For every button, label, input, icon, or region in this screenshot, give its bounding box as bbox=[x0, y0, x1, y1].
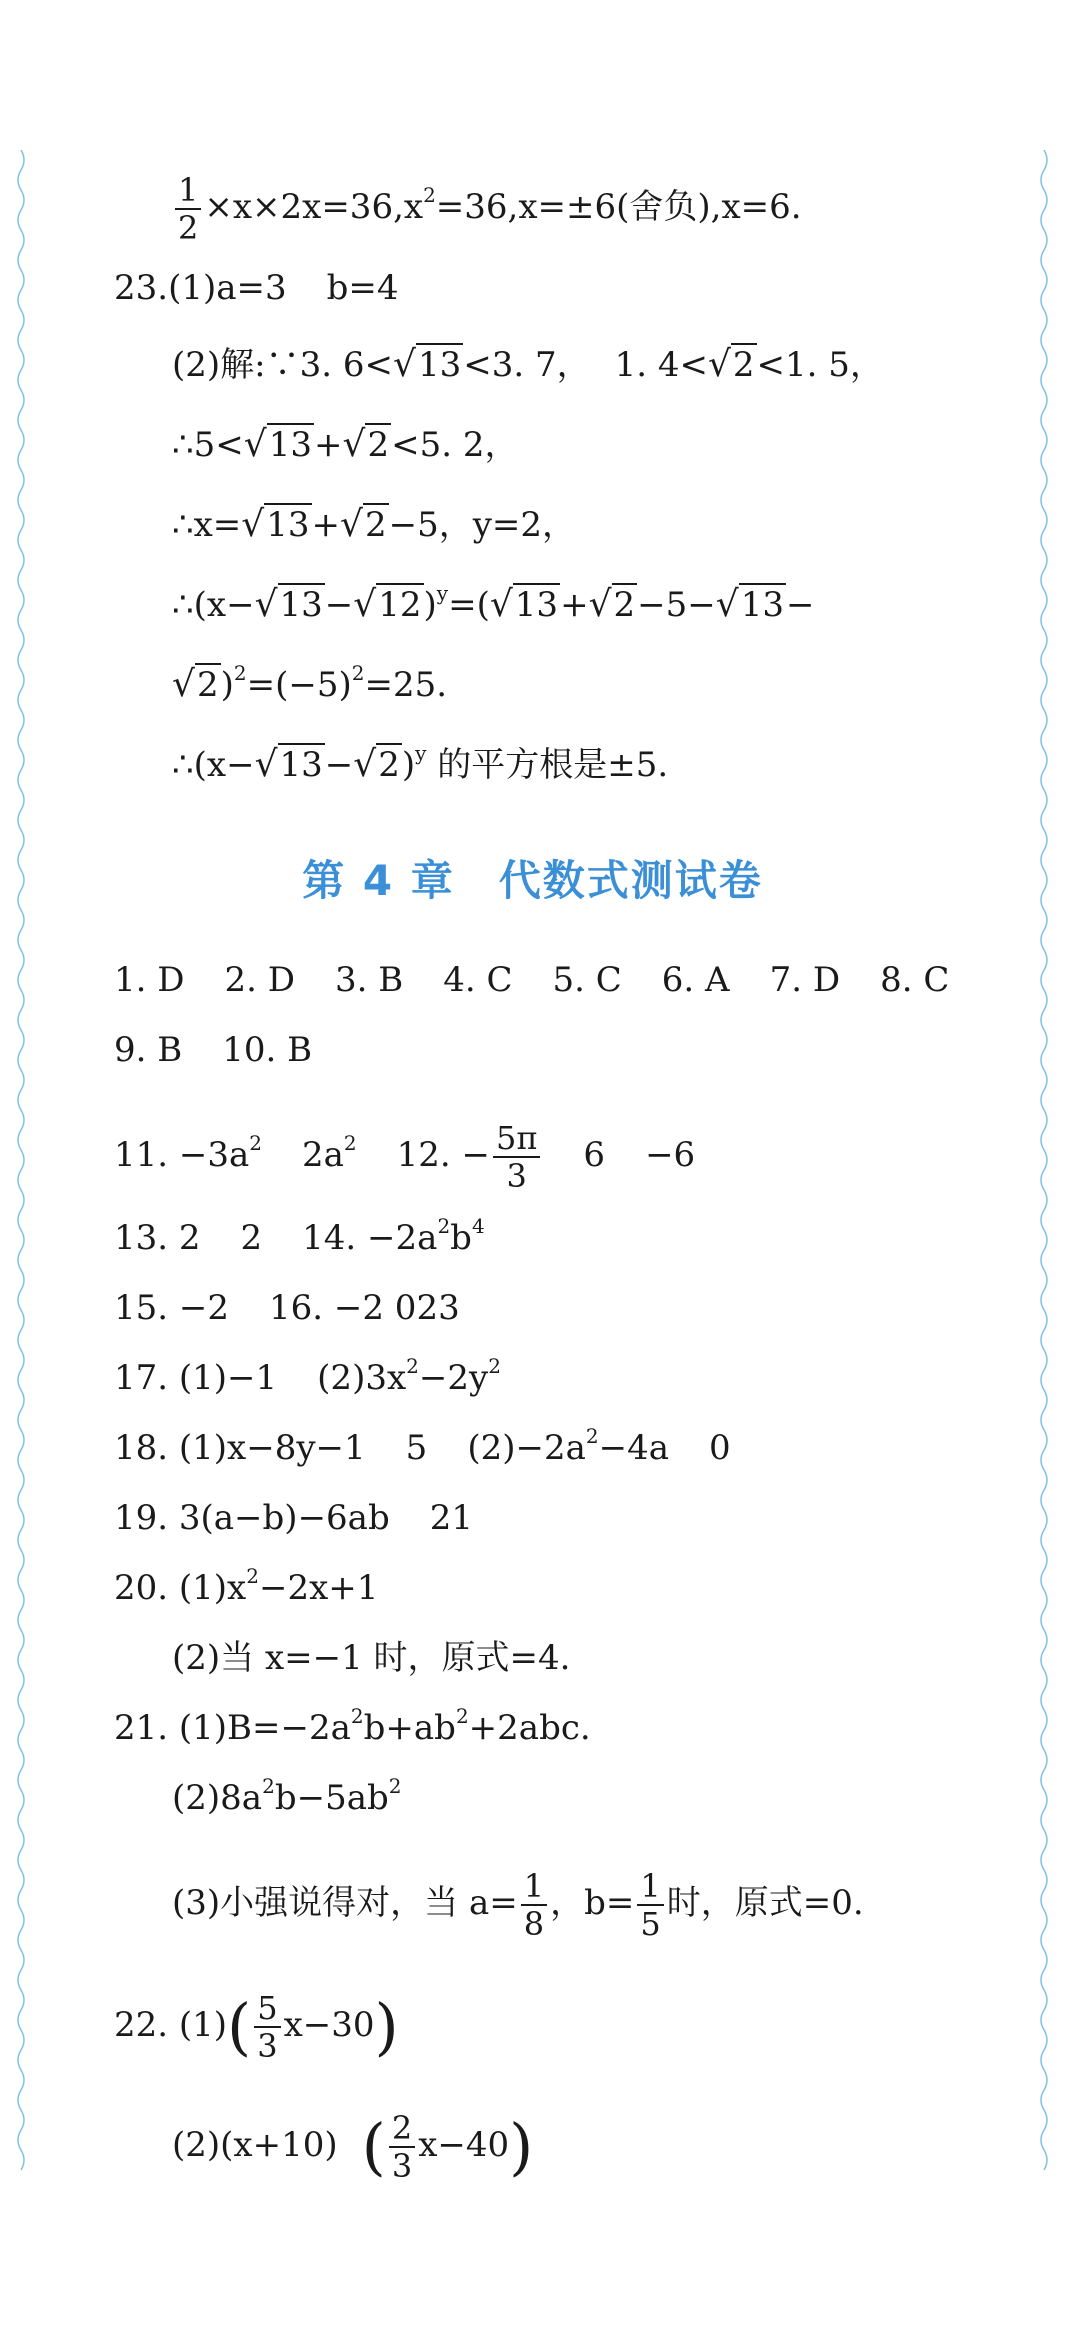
sqrt-13: √13 bbox=[392, 344, 462, 385]
sqrt-13: √13 bbox=[241, 504, 310, 545]
left-wavy-border bbox=[14, 150, 28, 2180]
answers-row-1: 1. D 2. D 3. B 4. C 5. C 6. A 7. D 8. C bbox=[114, 960, 950, 1000]
sqrt-2: √2 bbox=[353, 744, 400, 785]
sqrt-2: √2 bbox=[340, 504, 387, 545]
chapter-title: 第 4 章 代数式测试卷 bbox=[302, 856, 763, 905]
fraction-one-eighth: $\frac{1}{8}$ bbox=[521, 1868, 547, 1942]
answers-row-21-2: $(2)8a^2b-5ab^2$ bbox=[172, 1774, 402, 1818]
sqrt-13: √13 bbox=[489, 584, 559, 625]
answers-row-15-16: 15. −2 16. −2 023 bbox=[114, 1288, 460, 1328]
answers-row-21-3: (3)小强说得对，当 a= $\frac{1}{8}$ ，b= $\frac{1}{5}$ 时，原式=0. bbox=[172, 1867, 864, 1943]
fraction-half: $\frac{1}{2}$ bbox=[175, 172, 201, 246]
answers-row-19: 19. 3(a−b)−6ab 21 bbox=[114, 1498, 473, 1538]
answers-row-18: 18. (1)x−8y−1 5 $(2)-2a^2-4a$ 0 bbox=[114, 1424, 731, 1468]
fraction-5pi-3: $\frac{5\pi}{3}$ bbox=[493, 1120, 540, 1194]
answers-row-2: 9. B 10. B bbox=[114, 1030, 313, 1070]
sqrt-13: √13 bbox=[254, 584, 323, 625]
sqrt-13: √13 bbox=[715, 584, 784, 625]
fraction-one-fifth: $\frac{1}{5}$ bbox=[637, 1868, 663, 1942]
right-wavy-border bbox=[1037, 150, 1051, 2180]
sqrt-13: √13 bbox=[254, 744, 323, 785]
fraction-five-thirds: $\frac{5}{3}$ bbox=[254, 1990, 280, 2064]
answers-row-17: 17. (1)−1 $(2)3x^2-2y^2$ bbox=[114, 1354, 501, 1398]
sqrt-2: √2 bbox=[172, 664, 219, 705]
q23-part1: 23.(1)a=3 b=4 bbox=[114, 268, 399, 308]
fraction-two-thirds: $\frac{2}{3}$ bbox=[389, 2110, 415, 2184]
answers-row-20-1: 20. $(1)x^2-2x+1$ bbox=[114, 1564, 379, 1608]
answers-row-22-1: 22. (1)( $\frac{5}{3}$ x−30) bbox=[114, 1989, 399, 2065]
sqrt-2: √2 bbox=[588, 584, 636, 625]
q23-line4: ∴x=√13+√2−5，y=2， bbox=[172, 504, 577, 545]
sqrt-13: √13 bbox=[243, 424, 312, 465]
answers-row-20-2: (2)当 x=−1 时，原式=4. bbox=[172, 1638, 571, 1678]
q23-line3: ∴5<√13+√2<5. 2， bbox=[172, 424, 519, 465]
sqrt-2: √2 bbox=[342, 424, 390, 465]
answers-row-22-2: (2)(x+10) ( $\frac{2}{3}$ x−40) bbox=[172, 2109, 534, 2185]
q23-line7: $\therefore(x-√13-√2)^y$ 的平方根是±5. bbox=[172, 741, 669, 785]
answers-row-13-14: 13. 2 2 14. $-2a^2b^4$ bbox=[114, 1214, 485, 1258]
q23-line5: $\therefore(x-√13-√12)^y=(√13+√2-5-√13-$ bbox=[172, 581, 815, 625]
sqrt-12: √12 bbox=[353, 584, 422, 625]
q23-line2: (2)解:∵3. 6<√13<3. 7， 1. 4<√2<1. 5， bbox=[172, 344, 884, 385]
answers-row-21-1: 21. $(1)B=-2a^2b+ab^2+2abc$. bbox=[114, 1704, 591, 1748]
sqrt-2: √2 bbox=[707, 344, 755, 385]
equation-line-top: $\frac{1}{2}$ $\times x\times 2x=36,x^2=36,x=\pm 6$(舍负),x=6. bbox=[172, 172, 802, 246]
q23-line6: $√2)^2=(-5)^2=25$. bbox=[172, 661, 448, 705]
answers-row-11-12: 11. $-3a^2$ $2a^2$ 12. − $\frac{5\pi}{3}$ 6 −6 bbox=[114, 1119, 696, 1195]
